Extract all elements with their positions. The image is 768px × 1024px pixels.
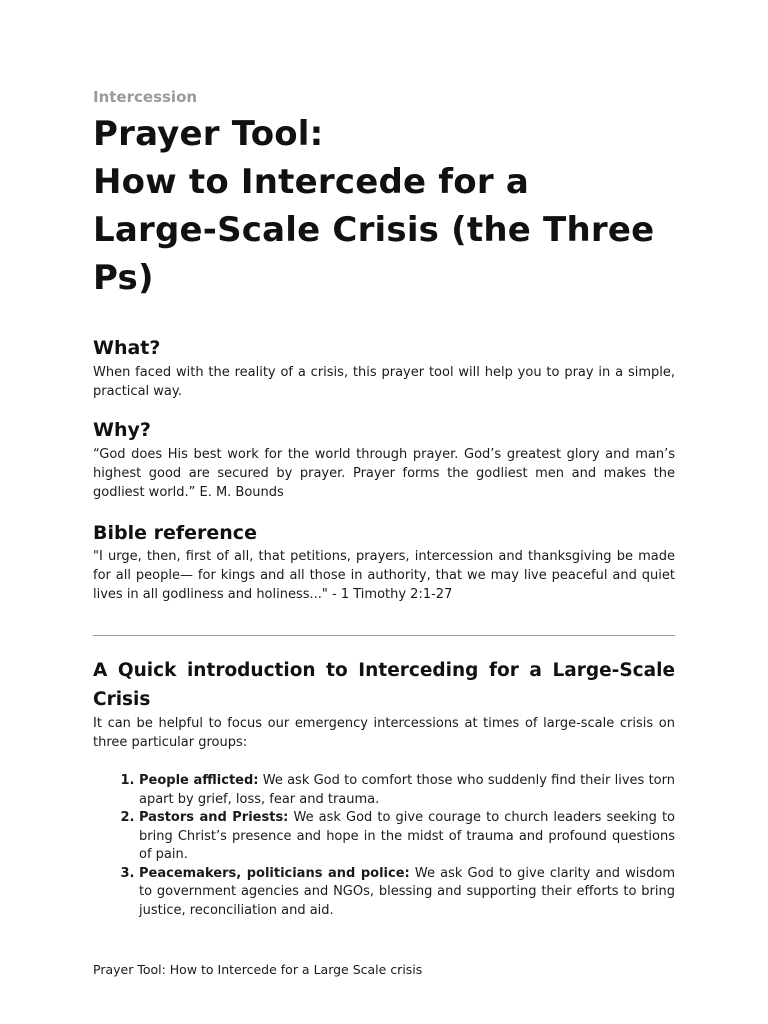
document-page: [93, 86, 675, 920]
list-item-text: We ask God to give courage to church leaders seeking to bring Christ’s presence and hope in the midst of trauma and profound questions of pain.: [139, 810, 676, 862]
title-line: Large-Scale Crisis (the Three: [93, 210, 655, 250]
list-item: [139, 772, 675, 809]
title-line: Ps): [93, 258, 154, 298]
list-item-lead: People afflicted:: [139, 773, 259, 788]
list-item: [139, 865, 675, 921]
bible-reference-text: "I urge, then, first of all, that petitions, prayers, intercession and thanksgiving be made for all people— for kings and all those in authority, that we may live peaceful and quiet lives in all godliness and holiness..." - 1 Timothy 2:1-27: [93, 549, 675, 602]
why-heading: Why?: [93, 419, 151, 441]
why-section: [93, 415, 675, 502]
intro-heading: A Quick introduction to Interceding for a Large-Scale Crisis: [93, 660, 675, 710]
page-footer: Prayer Tool: How to Intercede for a Large Scale crisis: [93, 962, 423, 977]
page-title: [93, 110, 675, 302]
title-line: How to Intercede for a: [93, 162, 529, 202]
list-item-text: We ask God to give clarity and wisdom to government agencies and NGOs, blessing and supporting their efforts to bring justice, reconciliation and aid.: [139, 865, 676, 918]
list-item-text: We ask God to comfort those who suddenly find their lives torn apart by grief, loss, fear and trauma.: [139, 773, 675, 807]
what-heading: What?: [93, 337, 161, 359]
bible-reference-heading: Bible reference: [93, 522, 257, 544]
intro-text: It can be helpful to focus our emergency intercessions at times of large-scale crisis on three particular groups:: [93, 716, 675, 750]
category-label: Intercession: [93, 88, 198, 106]
what-section: [93, 333, 675, 401]
list-item-lead: Peacemakers, politicians and police:: [139, 865, 410, 881]
list-item: [139, 809, 675, 865]
list-item-lead: Pastors and Priests:: [139, 810, 289, 825]
what-text: When faced with the reality of a crisis, this prayer tool will help you to pray in a simple, practical way.: [93, 365, 675, 399]
title-line: Prayer Tool:: [93, 114, 324, 154]
section-divider: [93, 635, 675, 636]
groups-list: [93, 772, 675, 920]
bible-reference-section: [93, 519, 675, 604]
why-quote: “God does His best work for the world through prayer. God’s greatest glory and man’s highest good are secured by prayer. Prayer forms the godliest men and makes the godliest world.” E. M. Bounds: [93, 447, 675, 500]
